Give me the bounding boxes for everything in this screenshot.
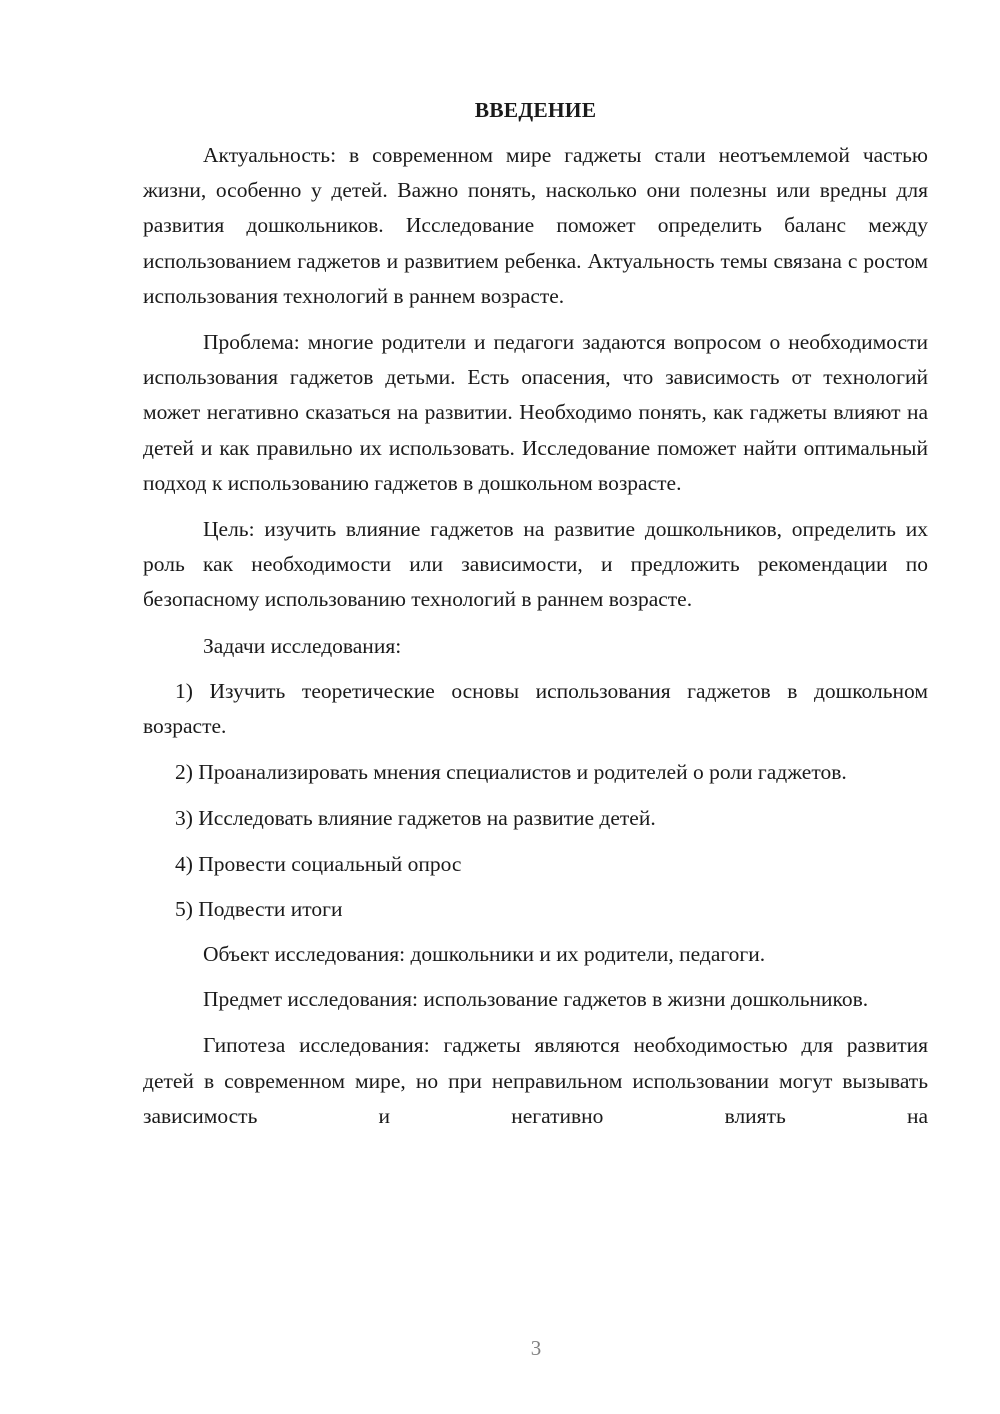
paragraph-hypothesis: Гипотеза исследования: гаджеты являются необходимостью для развития детей в современном мире, но при неправильном использовании могут вызывать зависимость и негативно влиять на xyxy=(143,1033,928,1128)
task-item-3: 3) Исследовать влияние гаджетов на развитие детей. xyxy=(175,806,656,831)
task-item-4: 4) Провести социальный опрос xyxy=(175,851,462,876)
page-content xyxy=(143,92,928,1134)
paragraph-object: Объект исследования: дошкольники и их родители, педагоги. xyxy=(203,942,766,967)
paragraph-subject: Предмет исследования: использование гаджетов в жизни дошкольников. xyxy=(203,987,869,1012)
tasks-title: Задачи исследования: xyxy=(203,633,402,658)
page-number: 3 xyxy=(530,1336,542,1360)
paragraph-problem: Проблема: многие родители и педагоги задаются вопросом о необходимости использования гаджетов детьми. Есть опасения, что зависимость от технологий может негативно сказаться на развитии. Необходимо понять, как гаджеты влияют на детей и как правильно их использовать. Исследование поможет найти оптимальный подход к использованию гаджетов в дошкольном возрасте. xyxy=(143,330,928,495)
page-title: ВВЕДЕНИЕ xyxy=(474,98,597,122)
task-item-5: 5) Подвести итоги xyxy=(175,896,343,921)
task-item-2: 2) Проанализировать мнения специалистов и родителей о роли гаджетов. xyxy=(175,760,847,785)
paragraph-relevance: Актуальность: в современном мире гаджеты стали неотъемлемой частью жизни, особенно у детей. Важно понять, насколько они полезны или вредны для развития дошкольников. Исследование поможет определить баланс между использованием гаджетов и развитием ребенка. Актуальность темы связана с ростом использования технологий в раннем возрасте. xyxy=(143,143,928,308)
paragraph-goal: Цель: изучить влияние гаджетов на развитие дошкольников, определить их роль как необходимости или зависимости, и предложить рекомендации по безопасному использованию технологий в раннем возрасте. xyxy=(143,517,928,612)
task-item-1: 1) Изучить теоретические основы использования гаджетов в дошкольном возрасте. xyxy=(143,678,928,739)
